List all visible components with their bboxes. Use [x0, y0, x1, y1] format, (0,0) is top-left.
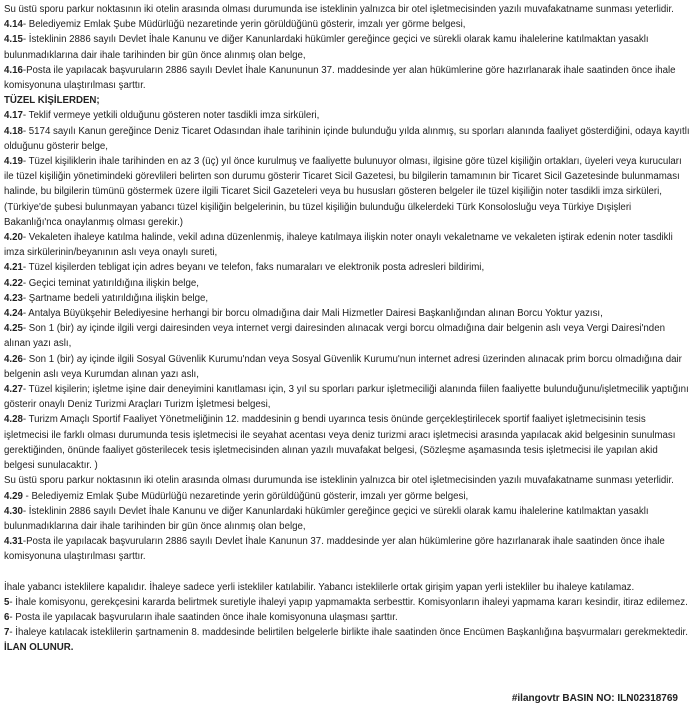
clause-text: -Posta ile yapılacak başvuruların 2886 sayılı Devlet İhale Kanunun 37. maddesinde yer alan hükümlerine göre hazırlanarak ihale saatinden önce ihale komisyonuna ulaştırılması şarttır.	[4, 536, 665, 563]
section-general-conditions	[4, 2, 690, 93]
clause-text: - Turizm Amaçlı Sportif Faaliyet Yönetmeliğinin 12. maddesinin g bendi uyarınca tesis önünde gerçekleştirilecek sportif faaliyet işletmecisinin tesis işletmecisi ile farklı olması durumunda tesis işletmecisi ile seyahat acentası veya deniz turizmi aracı işletmecisi arasında yapılacak akid belgesinin sunulması gerektiğinden, önünde faaliyet gösterilecek tesis işletmecisinden alınan yazılı muvafakat belgesi, (Sözleşme aşamasında tesis işletmecisi ile yapılan akid belgesi sunulacaktır. )	[4, 414, 676, 472]
clause-text: - Şartname bedeli yatırıldığına ilişkin belge,	[22, 292, 209, 304]
clause-text: - İsteklinin 2886 sayılı Devlet İhale Kanunu ve diğer Kanunlardaki hükümler gereğince geçici ve sürekli olarak kamu ihalelerine katılmaktan yasaklı bulunmadıklarına dair ihale tarihinden bir gün önce alınmış olan belge,	[4, 34, 649, 61]
clause-text: - İhale komisyonu, gerekçesini kararda belirtmek suretiyle ihaleyi yapıp yapmamakta serbesttir. Komisyonların ihaleyi yapmama kararı kesindir, itiraz edilemez.	[9, 596, 688, 608]
clause-text: - Belediyemiz Emlak Şube Müdürlüğü nezaretinde yerin görüldüğünü gösterir, imzalı yer görme belgesi,	[22, 490, 469, 502]
clause-paragraph	[4, 260, 690, 275]
clause-text: - Tüzel kişilerin; işletme işine dair deneyimini kanıtlaması için, 3 yıl su sporları parkur işletmeciliği alanında fiilen faaliyette bulunduğunu/işletmecilik yaptığını gösterir onaylı Deniz Turizmi Araçları Turizm İşletmesi belgesi,	[4, 384, 689, 411]
spacer	[4, 565, 690, 580]
clause-text: - Teklif vermeye yetkili olduğunu gösteren noter tasdikli imza sirküleri,	[22, 110, 320, 122]
clause-text: - Tüzel kişiliklerin ihale tarihinden en az 3 (üç) yıl önce kurulmuş ve faaliyette bulunuyor olması, ilgisine göre tüzel kişiliğin ortakları, üyeleri veya kurucuları ile tüzel kişiliğin yönetimindeki görevlileri belirten son durumu gösterir Ticaret Sicil Gazetesi, bu bilgilerin tamamının bir Ticaret Sicil Gazetesinde bulunmaması halinde, bu bilgilerin tümünü göstermek üzere ilgili Ticaret Sicil Gazeteleri veya bu hususları gösteren belgeler ile tüzel kişiliğin noter tasdikli imza sirküleri, (Türkiye'de şubesi bulunmayan yabancı tüzel kişiliğin belgelerinin, bu tüzel kişiliğin bulunduğu ülkelerdeki Türk Konsolosluğu veya Türkiye Dışişleri Bakanlığı'nca onaylanmış olması gerekir.)	[4, 156, 682, 228]
clause-text: - Belediyemiz Emlak Şube Müdürlüğü nezaretinde yerin görüldüğünü gösterir, imzalı yer görme belgesi,	[22, 19, 466, 31]
clause-text: - Son 1 (bir) ay içinde ilgili Sosyal Güvenlik Kurumu'ndan veya Sosyal Güvenlik Kurumu'nun internet adresi üzerinden alınacak prim borcu olmadığına dair belgenin aslı veya Kurumdan alınan yazı aslı,	[4, 353, 682, 380]
clause-number: 4.23	[4, 292, 23, 304]
clause-number: 4.15	[4, 34, 23, 46]
clause-paragraph	[4, 412, 690, 473]
clause-number: 4.30	[4, 505, 23, 517]
closing-statement: İLAN OLUNUR.	[4, 642, 74, 654]
clause-paragraph	[4, 124, 690, 154]
clause-number: 4.31	[4, 536, 23, 548]
clause-number: 5	[4, 596, 10, 608]
clause-number: 4.25	[4, 323, 23, 335]
press-number-footer: #ilangovtr BASIN NO: ILN02318769	[511, 693, 678, 704]
clause-text: - 5174 sayılı Kanun gereğince Deniz Ticaret Odasından ihale tarihinin içinde bulunduğu yılda alınmış, su sporları alanında faaliyet gösterdiğini, odaya kayıtlı olduğunu gösterir belge,	[4, 125, 690, 152]
clause-number: 4.20	[4, 232, 23, 244]
clause-number: 4.22	[4, 277, 23, 289]
clause-paragraph	[4, 352, 690, 382]
clause-text: - Antalya Büyükşehir Belediyesine herhangi bir borcu olmadığına dair Mali Hizmetler Dairesi Başkanlığından alınan Borcu Yoktur yazısı,	[22, 308, 603, 320]
announcement-body	[4, 2, 690, 656]
clause-paragraph	[4, 306, 690, 321]
clause-paragraph	[4, 489, 690, 504]
clause-paragraph	[4, 154, 690, 230]
clause-paragraph	[4, 382, 690, 412]
clause-paragraph	[4, 108, 690, 123]
clause-paragraph	[4, 276, 690, 291]
clause-paragraph	[4, 625, 690, 640]
clause-number: 4.26	[4, 353, 23, 365]
clause-paragraph	[4, 473, 690, 488]
clause-number: 4.21	[4, 262, 23, 274]
clause-paragraph	[4, 534, 690, 564]
clause-text: - Tüzel kişilerden tebligat için adres beyanı ve telefon, faks numaraları ve elektronik posta adresleri bildirimi,	[22, 262, 485, 274]
clause-number: 4.16	[4, 64, 23, 76]
clause-paragraph	[4, 610, 690, 625]
section-final-provisions	[4, 580, 690, 641]
clause-text: Su üstü sporu parkur noktasının iki otelin arasında olması durumunda ise isteklinin yalnızca bir otel işletmecisinden yazılı muvafakatname sunması yeterlidir.	[4, 475, 674, 487]
section-legal-entities	[4, 108, 690, 564]
clause-text: - Vekaleten ihaleye katılma halinde, vekil adına düzenlenmiş, ihaleye katılmaya ilişkin noter onaylı vekaletname ve vekaleten iştirak edenin noter tasdikli imza sirkülerinin/beyanının aslı veya onaylı sureti,	[4, 232, 673, 259]
clause-paragraph	[4, 32, 690, 62]
clause-number: 4.29	[4, 490, 23, 502]
clause-paragraph	[4, 2, 690, 17]
clause-text: - Son 1 (bir) ay içinde ilgili vergi dairesinden veya internet vergi dairesinden alınacak vergi borcu olmadığına dair belgenin aslı veya Vergi Dairesi'nden alınan yazı aslı,	[4, 323, 665, 350]
clause-text: - Geçici teminat yatırıldığına ilişkin belge,	[22, 277, 199, 289]
clause-number: 6	[4, 611, 10, 623]
clause-number: 4.14	[4, 19, 23, 31]
clause-number: 4.19	[4, 156, 23, 168]
clause-paragraph	[4, 595, 690, 610]
clause-paragraph	[4, 321, 690, 351]
clause-number: 4.27	[4, 384, 23, 396]
clause-paragraph	[4, 17, 690, 32]
heading-legal-entities: TÜZEL KİŞİLERDEN;	[4, 95, 100, 107]
clause-number: 4.24	[4, 308, 23, 320]
clause-text: - İhaleye katılacak isteklilerin şartnamenin 8. maddesinde belirtilen belgelerle birlikte ihale saatinden önce Encümen Başkanlığına başvurmaları gerekmektedir.	[9, 627, 688, 639]
clause-number: 4.28	[4, 414, 23, 426]
clause-text: -Posta ile yapılacak başvuruların 2886 sayılı Devlet İhale Kanununun 37. maddesinde yer alan hükümlerine göre hazırlanarak ihale saatinden önce ihale komisyonuna ulaştırılması şarttır.	[4, 64, 676, 92]
clause-paragraph	[4, 580, 690, 595]
clause-number: 4.17	[4, 110, 23, 122]
clause-number: 7	[4, 627, 10, 639]
clause-text: - İsteklinin 2886 sayılı Devlet İhale Kanunu ve diğer Kanunlardaki hükümler gereğince geçici ve sürekli olarak kamu ihalelerine katılmaktan yasaklı bulunmadıklarına dair ihale tarihinden bir gün önce alınmış olan belge,	[4, 505, 649, 532]
clause-number: 4.18	[4, 125, 23, 137]
clause-paragraph	[4, 230, 690, 260]
clause-text: İhale yabancı isteklilere kapalıdır. İhaleye sadece yerli istekliler katılabilir. Yabancı isteklilerle ortak girişim yapan yerli istekliler bu ihaleye katılamaz.	[4, 581, 635, 593]
clause-text: - Posta ile yapılacak başvuruların ihale saatinden önce ihale komisyonuna ulaşması şarttır.	[9, 611, 398, 623]
clause-text: Su üstü sporu parkur noktasının iki otelin arasında olması durumunda ise isteklinin yalnızca bir otel işletmecisinden yazılı muvafakatname sunması yeterlidir.	[4, 4, 674, 15]
clause-paragraph	[4, 504, 690, 534]
clause-paragraph	[4, 63, 690, 93]
clause-paragraph	[4, 291, 690, 306]
